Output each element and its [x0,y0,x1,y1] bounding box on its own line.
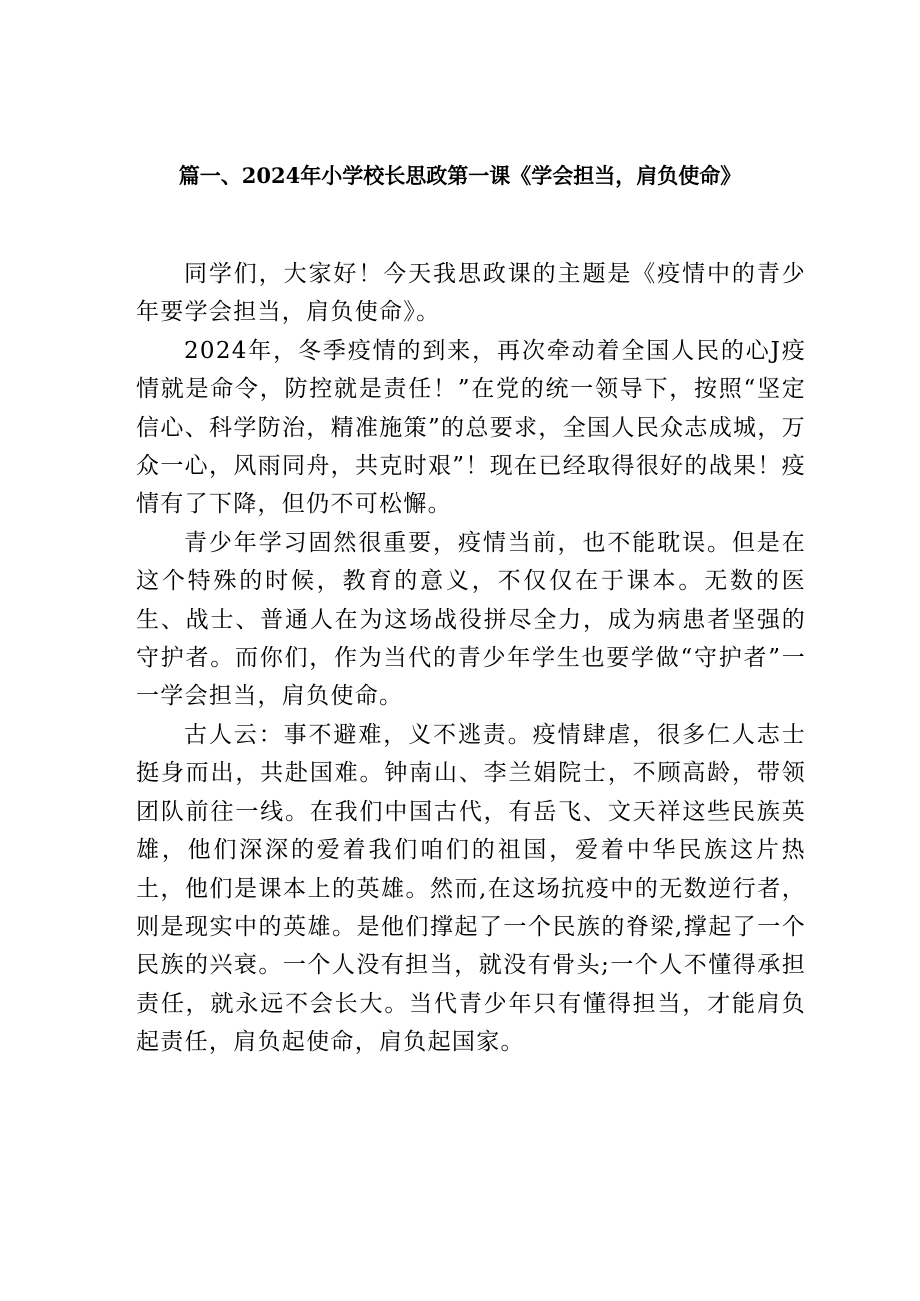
paragraph-greeting: 同学们，大家好！今天我思政课的主题是《疫情中的青少年要学会担当，肩负使命》。 [136,261,806,326]
paragraph-heroes: 古人云：事不避难，义不逃责。疫情肆虐，很多仁人志士挺身而出，共赴国难。钟南山、李兰娟院士，不顾高龄，带领团队前往一线。在我们中国古代，有岳飞、文天祥这些民族英雄，他们深深的爱着我们咱们的祖国，爱着中华民族这片热土，他们是课本上的英雄。然而,在这场抗疫中的无数逆行者，则是现实中的英雄。是他们撑起了一个民族的脊梁,撑起了一个民族的兴衰。一个人没有担当，就没有骨头;一个人不懂得承担责任，就永远不会长大。当代青少年只有懂得担当，才能肩负起责任，肩负起使命，肩负起国家。 [136,721,806,1056]
document-body [136,255,806,1062]
document-title: 篇一、2024年小学校长思政第一课《学会担当，肩负使命》 [178,163,742,188]
paragraph-education: 青少年学习固然很重要，疫情当前，也不能耽误。但是在这个特殊的时候，教育的意义，不仅仅在于课本。无数的医生、战士、普通人在为这场战役拼尽全力，成为病患者坚强的守护者。而你们，作为当代的青少年学生也要学做“守护者”一一学会担当，肩负使命。 [136,529,806,710]
paragraph-epidemic: 2024年，冬季疫情的到来，再次牵动着全国人民的心J疫情就是命令，防控就是责任！”在党的统一领导下，按照“坚定信心、科学防治，精准施策”的总要求，全国人民众志成城，万众一心，风雨同舟，共克时艰”！现在已经取得很好的战果！疫情有了下降，但仍不可松懈。 [136,337,806,518]
